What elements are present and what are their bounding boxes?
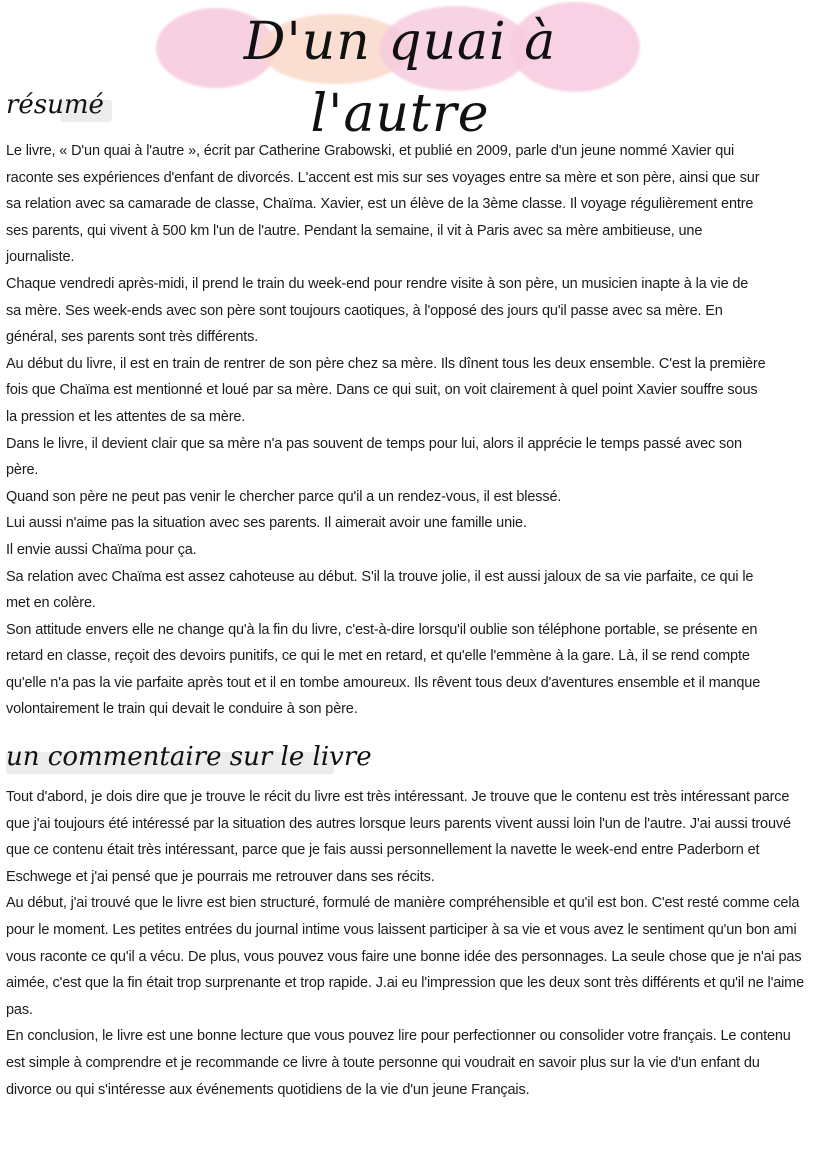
resume-paragraph: Son attitude envers elle ne change qu'à la fin du livre, c'est-à-dire lorsqu'il oublie son téléphone portable, se présente en retard en classe, reçoit des devoirs punitifs, ce qui le met en retard, et qu'elle l'emmène à la gare. Là, il se rend compte qu'elle n'a pas la vie parfaite après tout et il en tombe amoureux. Ils rêvent tous deux d'aventures ensemble et il manque volontairement le train qui devait le conduire à son père. <box>6 621 761 718</box>
resume-body <box>6 138 766 723</box>
commentaire-paragraph: Tout d'abord, je dois dire que je trouve le récit du livre est très intéressant. Je trouve que le contenu est très intéressant parce que j'ai toujours été intéressé par la situation des autres lorsque leurs parents vivent aussi loin l'un de l'autre. J'ai aussi trouvé que ce contenu était très intéressant, parce que je fais aussi personnellement la navette le week-end entre Paderborn et Eschwege et j'ai pensé que je pourrais me retrouver dans ses récits. <box>6 789 791 885</box>
resume-paragraph: Dans le livre, il devient clair que sa mère n'a pas souvent de temps pour lui, alors il apprécie le temps passé avec son père. <box>6 435 742 479</box>
title-block <box>150 0 650 144</box>
resume-paragraph: Sa relation avec Chaïma est assez cahoteuse au début. S'il la trouve jolie, il est aussi jaloux de sa vie parfaite, ce qui le met en colère. <box>6 568 754 612</box>
page-title: D'un quai à l'autre <box>243 12 557 144</box>
resume-heading: résumé <box>6 90 104 120</box>
resume-paragraph: Il envie aussi Chaïma pour ça. <box>6 541 197 558</box>
resume-paragraph: Chaque vendredi après-midi, il prend le train du week-end pour rendre visite à son père, un musicien inapte à la vie de sa mère. Ses week-ends avec son père sont toujours caotiques, à l'opposé des jours qu'il passe avec sa mère. En général, ses parents sont très différents. <box>6 275 749 346</box>
commentaire-heading: un commentaire sur le livre <box>6 742 372 772</box>
resume-paragraph: Le livre, « D'un quai à l'autre », écrit par Catherine Grabowski, et publié en 2009, parle d'un jeune nommé Xavier qui raconte ses expériences d'enfant de divorcés. L'accent est mis sur ses voyages entre sa mère et son père, ainsi que sur sa relation avec sa camarade de classe, Chaïma. Xavier, est un élève de la 3ème classe. Il voyage régulièrement entre ses parents, qui vivent à 500 km l'un de l'autre. Pendant la semaine, il vit à Paris avec sa mère ambitieuse, une journaliste. <box>6 143 760 266</box>
commentaire-paragraph: En conclusion, le livre est une bonne lecture que vous pouvez lire pour perfectionner ou consolider votre français. Le contenu est simple à comprendre et je recommande ce livre à toute personne qui voudrait en savoir plus sur la vie d'un enfant du divorce ou qui s'intéresse aux événements quotidiens de la vie d'un jeune Français. <box>6 1028 791 1098</box>
commentaire-body <box>6 784 806 1103</box>
resume-paragraph: Quand son père ne peut pas venir le chercher parce qu'il a un rendez-vous, il est blessé. <box>6 488 562 505</box>
commentaire-paragraph: Au début, j'ai trouvé que le livre est bien structuré, formulé de manière compréhensible et qu'il est bon. C'est resté comme cela pour le moment. Les petites entrées du journal intime vous laissent participer à sa vie et vous avez le sentiment qu'un bon ami vous raconte ce qu'il a vécu. De plus, vous pouvez vous faire une bonne idée des personnages. La seule chose que je n'ai pas aimée, c'est que la fin était trop surprenante et trop rapide. J.ai eu l'impression que les deux sont très différents et qu'il ne l'aime pas. <box>6 895 805 1018</box>
resume-paragraph: Lui aussi n'aime pas la situation avec ses parents. Il aimerait avoir une famille unie. <box>6 515 527 532</box>
resume-paragraph: Au début du livre, il est en train de rentrer de son père chez sa mère. Ils dînent tous les deux ensemble. C'est la première fois que Chaïma est mentionné et loué par sa mère. Dans ce qui suit, on voit clairement à quel point Xavier souffre sous la pression et les attentes de sa mère. <box>6 355 766 425</box>
